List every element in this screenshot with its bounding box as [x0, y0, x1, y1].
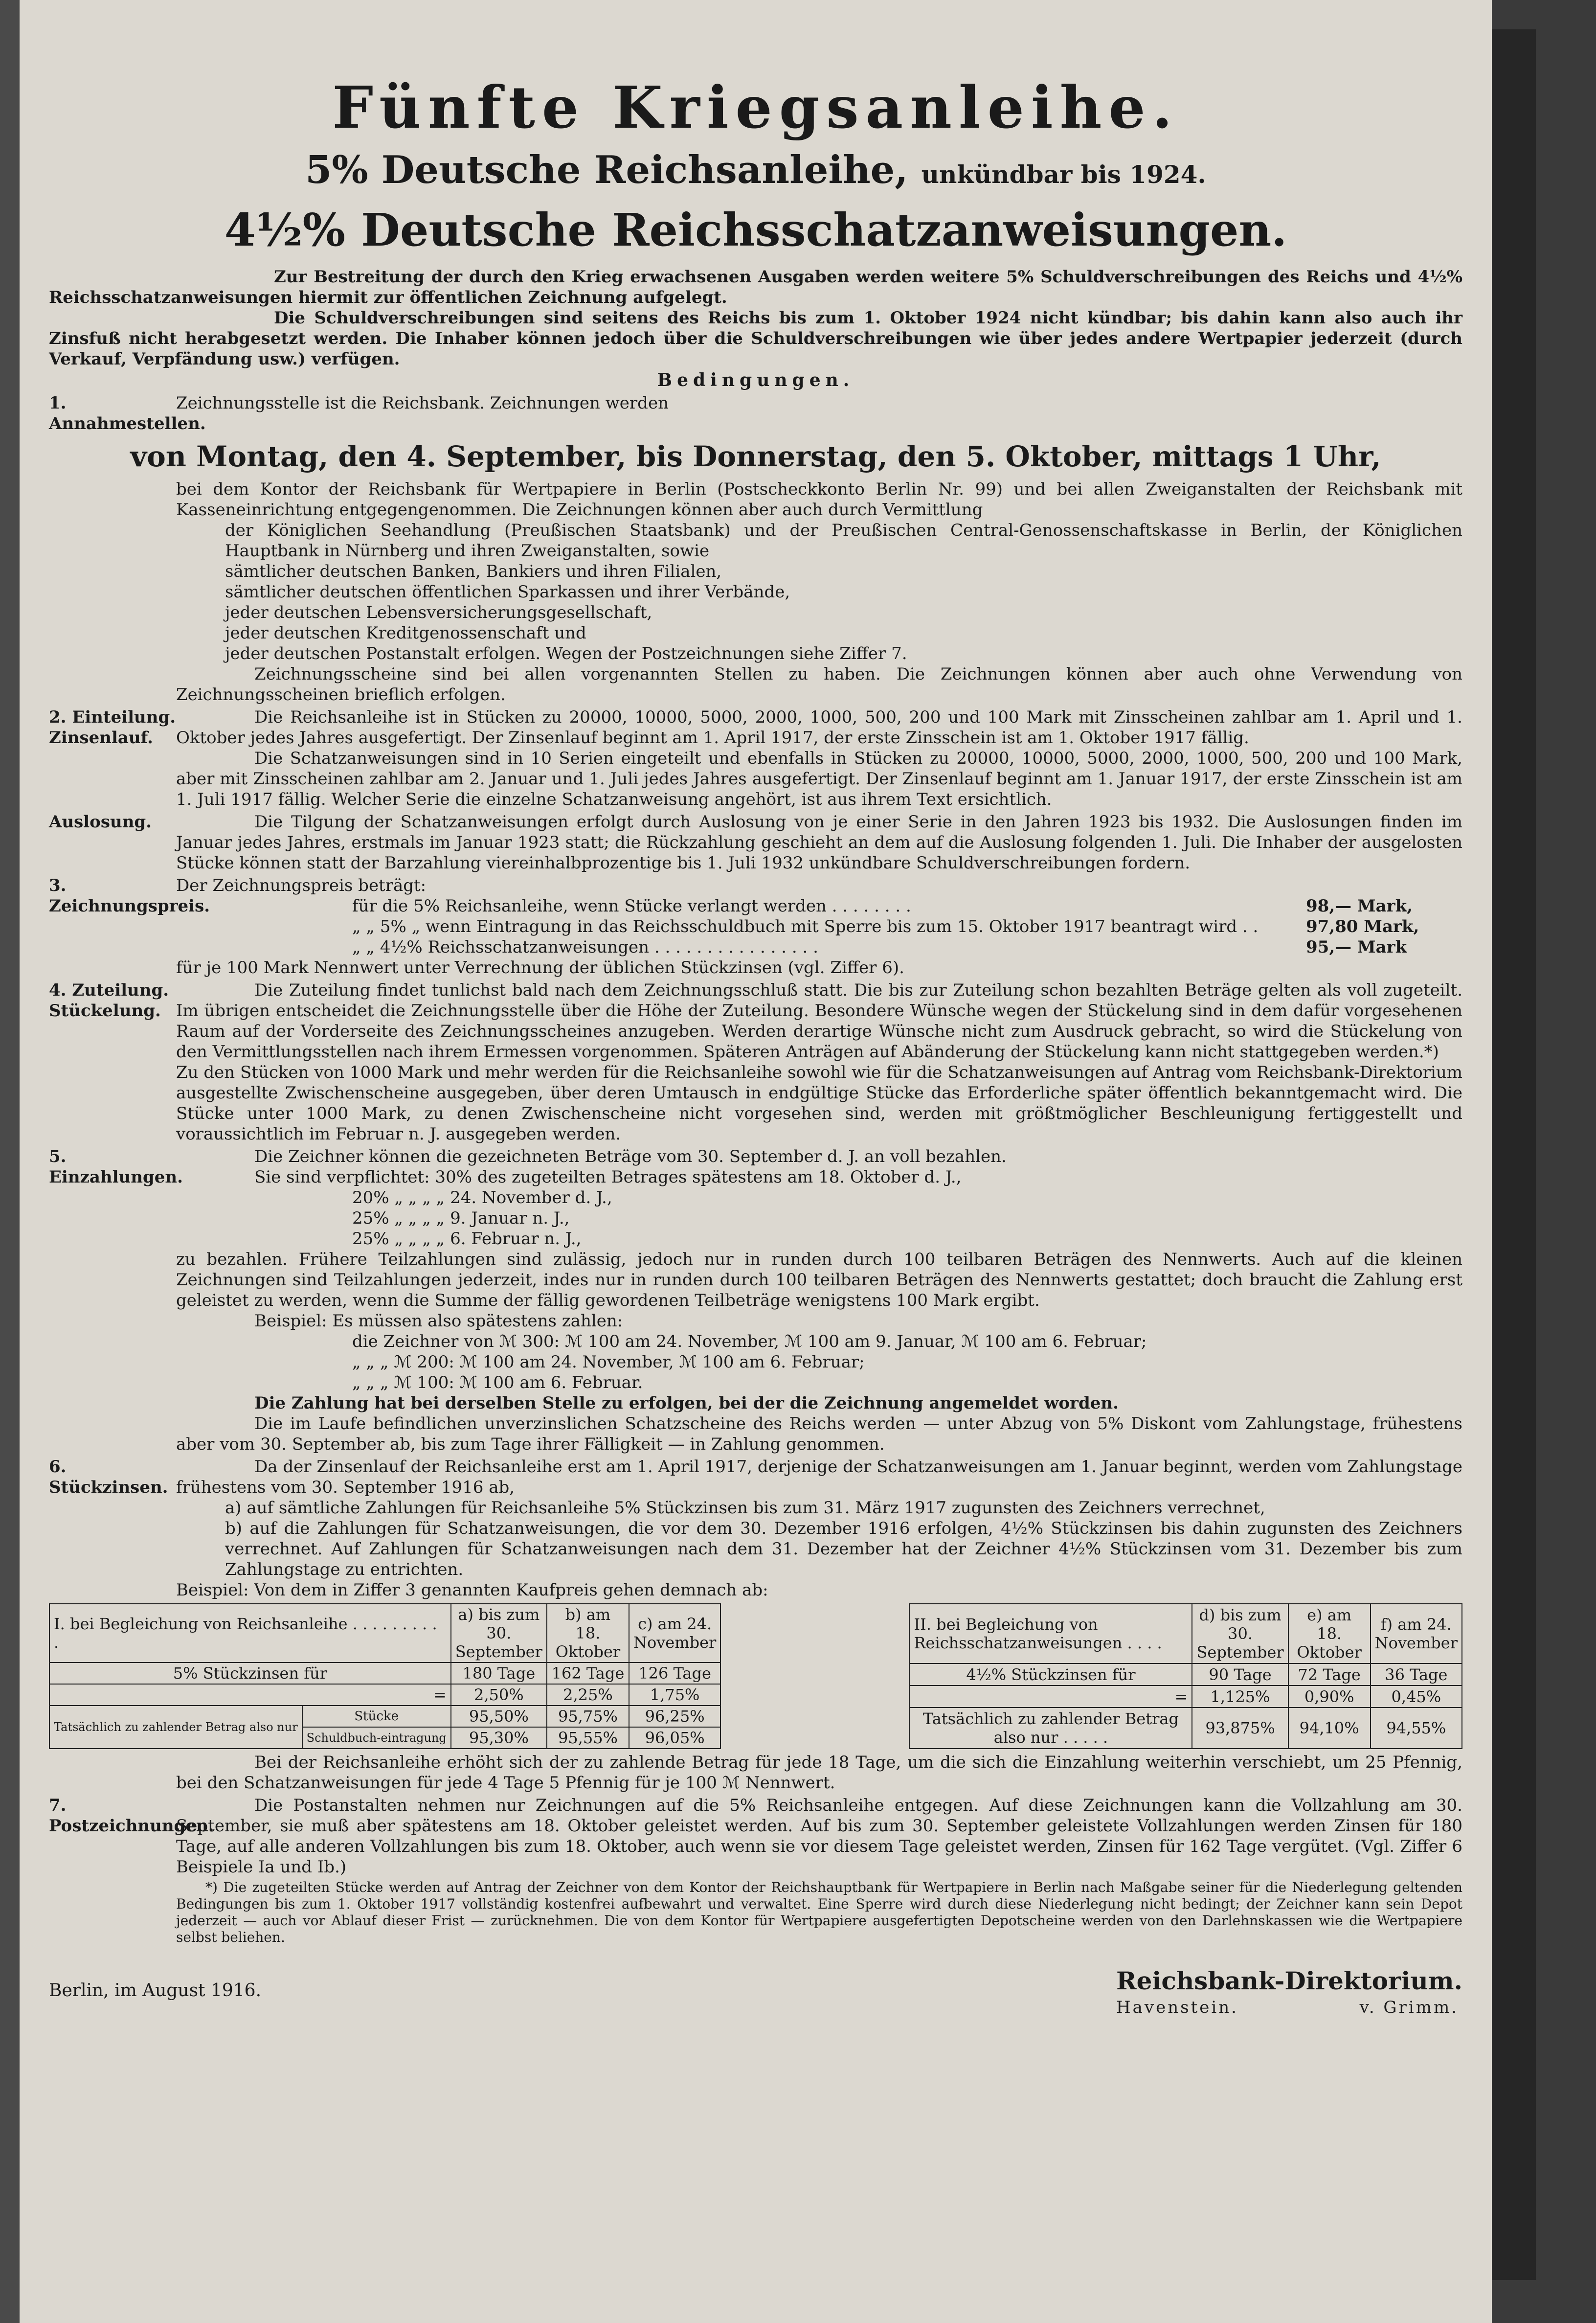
- section-body: [176, 479, 1462, 705]
- section-label-spacer: [49, 1879, 176, 1946]
- list-item: der Königlichen Seehandlung (Preußischen Staatsbank) und der Preußischen Central-Genossenschaftskasse in Berlin, der Königlichen Hauptbank in Nürnberg und ihren Zweiganstalten, sowie: [225, 521, 1462, 561]
- table-cell: II. bei Begleichung von Reichsschatzanweisungen . . . .: [909, 1604, 1192, 1663]
- table-cell: 95,30%: [451, 1727, 547, 1749]
- price-row-value: 97,80 Mark,: [1306, 917, 1419, 936]
- table-cell: c) am 24. November: [629, 1604, 720, 1663]
- list-item: jeder deutschen Kreditgenossenschaft und: [225, 623, 586, 643]
- table-cell: 0,45%: [1371, 1685, 1462, 1708]
- table-schatzanweisungen: [909, 1603, 1462, 1749]
- document-page: [20, 0, 1492, 2323]
- section-label: 7. Postzeichnungen.: [49, 1796, 214, 1836]
- section-label-spacer: [49, 1752, 176, 1793]
- section-paragraph: Beispiel: Es müssen also spätestens zahlen:: [254, 1311, 623, 1331]
- example-tables: [49, 1603, 1462, 1749]
- section-paragraph: Zeichnungsstelle ist die Reichsbank. Zeichnungen werden: [176, 393, 669, 413]
- signatory-name: v. Grimm.: [1359, 1998, 1459, 2017]
- list-item: jeder deutschen Lebensversicherungsgesellschaft,: [225, 603, 652, 622]
- section-paragraph: bei dem Kontor der Reichsbank für Wertpapiere in Berlin (Postscheckkonto Berlin Nr. 99) und bei allen Zweiganstalten der Reichsbank mit Kasseneinrichtung entgegengenommen. Die Zeichnungen können aber auch durch Vermittlung: [176, 479, 1462, 520]
- table-row: [909, 1604, 1462, 1663]
- section-body: [176, 1879, 1462, 1946]
- intro-paragraph: Die Schuldverschreibungen sind seitens des Reichs bis zum 1. Oktober 1924 nicht kündbar; bis dahin kann also auch ihr Zinsfuß nicht herabgesetzt werden. Die Inhaber können jedoch über die Schuldverschreibungen wie über jedes andere Wertpapier jederzeit (durch Verkauf, Verpfändung usw.) verfügen.: [49, 308, 1462, 369]
- table-cell: 1,125%: [1192, 1685, 1288, 1708]
- rate-line: 25% „ „ „ „ 9. Januar n. J.,: [352, 1208, 570, 1228]
- example-line: die Zeichner von ℳ 300: ℳ 100 am 24. November, ℳ 100 am 9. Januar, ℳ 100 am 6. Februar;: [352, 1332, 1147, 1351]
- intro-section: [49, 267, 1462, 369]
- table-cell: d) bis zum 30. September: [1192, 1604, 1288, 1663]
- table-cell: 36 Tage: [1371, 1663, 1462, 1685]
- table-cell: Tatsächlich zu zahlender Betrag also nur: [49, 1706, 302, 1749]
- section-label: 1. Annahmestellen.: [49, 393, 206, 433]
- section-label: 4. Zuteilung. Stückelung.: [49, 980, 169, 1021]
- subscription-period: von Montag, den 4. September, bis Donnerstag, den 5. Oktober, mittags 1 Uhr,: [130, 440, 1381, 473]
- table-cell: 94,10%: [1288, 1708, 1371, 1749]
- example-line: „ „ „ ℳ 100: ℳ 100 am 6. Februar.: [352, 1373, 643, 1392]
- section-zeichnungspreis: [49, 875, 1462, 978]
- table-row: [49, 1706, 720, 1727]
- section-label-spacer: [49, 479, 176, 705]
- table-cell: 5% Stückzinsen für: [49, 1663, 451, 1684]
- table-cell: Stücke: [302, 1706, 451, 1727]
- price-row-text: „ „ 4½% Reichsschatzanweisungen . . . . . . . . . . . . . . . .: [352, 937, 818, 957]
- section-body: [176, 1795, 1462, 1877]
- conditions-heading: Bedingungen.: [657, 370, 854, 390]
- table-cell: 0,90%: [1288, 1685, 1371, 1708]
- place-date: Berlin, im August 1916.: [49, 1981, 262, 2001]
- example-line: „ „ „ ℳ 200: ℳ 100 am 24. November, ℳ 100 am 6. Februar;: [352, 1352, 865, 1372]
- table-cell: 94,55%: [1371, 1708, 1462, 1749]
- section-annahmestellen-cont: [49, 479, 1462, 705]
- price-row: [176, 916, 1462, 937]
- section-body: [176, 1146, 1462, 1455]
- table-cell: =: [909, 1685, 1192, 1708]
- section-paragraph: Die Zuteilung findet tunlichst bald nach dem Zeichnungsschluß statt. Die bis zur Zuteilung schon bezahlten Beträge gelten als voll zugeteilt. Im übrigen entscheidet die Zeichnungsstelle über die Höhe der Zuteilung. Besondere Wünsche wegen der Stückelung sind in dem dafür vorgesehenen Raum auf der Vorderseite des Zeichnungsscheines anzugeben. Werden derartige Wünsche nicht zum Ausdruck gebracht, so wird die Stückelung von den Vermittlungsstellen nach ihrem Ermessen vorgenommen. Späteren Anträgen auf Abänderung der Stückelung kann nicht stattgegeben werden.*): [176, 980, 1462, 1062]
- section-paragraph: für je 100 Mark Nennwert unter Verrechnung der üblichen Stückzinsen (vgl. Ziffer 6).: [176, 958, 904, 978]
- section-paragraph: Die Schatzanweisungen sind in 10 Serien eingeteilt und ebenfalls in Stücken zu 20000, 10000, 5000, 2000, 1000, 500, 200 und 100 Mark, aber mit Zinsscheinen zahlbar am 2. Januar und 1. Juli jedes Jahres ausgefertigt. Der Zinsenlauf beginnt am 1. Januar 1917, der erste Zinsschein ist am 1. Juli 1917 fällig. Welcher Serie die einzelne Schatzanweisung angehört, ist aus ihrem Text ersichtlich.: [176, 749, 1462, 809]
- price-row-value: 95,— Mark: [1306, 937, 1407, 957]
- table-cell: f) am 24. November: [1371, 1604, 1462, 1663]
- document-content: [49, 73, 1462, 2018]
- list-item: a) auf sämtliche Zahlungen für Reichsanleihe 5% Stückzinsen bis zum 31. März 1917 zugunsten des Zeichners verrechnet,: [225, 1498, 1265, 1518]
- section-postzeichnungen: [49, 1795, 1462, 1877]
- table-cell: 72 Tage: [1288, 1663, 1371, 1685]
- section-paragraph: Beispiel: Von dem in Ziffer 3 genannten Kaufpreis gehen demnach ab:: [176, 1580, 768, 1600]
- signature-row: [49, 1965, 1462, 2018]
- table-cell: 2,50%: [451, 1684, 547, 1706]
- table-cell: 95,75%: [547, 1706, 629, 1727]
- section-paragraph: Sie sind verpflichtet: 30% des zugeteilten Betrages spätestens am 18. Oktober d. J.,: [254, 1167, 962, 1187]
- section-body: [176, 875, 1462, 978]
- subtitle-reichsanleihe-main: 5% Deutsche Reichsanleihe,: [305, 148, 908, 192]
- subtitle-schatzanweisungen: 4½% Deutsche Reichsschatzanweisungen.: [224, 204, 1287, 256]
- footnote-block: [49, 1879, 1462, 1946]
- table-cell: 180 Tage: [451, 1663, 547, 1684]
- table-row: [49, 1684, 720, 1706]
- rate-line: 20% „ „ „ „ 24. November d. J.,: [352, 1188, 612, 1207]
- section-body: [176, 707, 1462, 810]
- table-row: [909, 1708, 1462, 1749]
- section-paragraph: Die Postanstalten nehmen nur Zeichnungen auf die 5% Reichsanleihe entgegen. Auf diese Zeichnungen kann die Vollzahlung am 30. September, sie muß aber spätestens am 18. Oktober geleistet werden. Auf bis zum 30. September geleistete Vollzahlungen werden Zinsen für 180 Tage, auf alle anderen Vollzahlungen bis zum 18. Oktober, auch wenn sie vor diesem Tage geleistet werden, Zinsen für 162 Tage vergütet. (Vgl. Ziffer 6 Beispiele Ia und Ib.): [176, 1796, 1462, 1877]
- table-cell: 95,55%: [547, 1727, 629, 1749]
- section-paragraph: Bei der Reichsanleihe erhöht sich der zu zahlende Betrag für jede 18 Tage, um die sich die Einzahlung weiterhin verschiebt, um 25 Pfennig, bei den Schatzanweisungen für jede 4 Tage 5 Pfennig für je 100 ℳ Nennwert.: [176, 1753, 1462, 1793]
- section-stueckzinsen-cont: [49, 1752, 1462, 1793]
- section-paragraph: Die Tilgung der Schatzanweisungen erfolgt durch Auslosung von je einer Serie in den Jahren 1923 bis 1932. Die Auslosungen finden im Januar jedes Jahres, erstmals im Januar 1923 statt; die Rückzahlung geschieht an dem auf die Auslosung folgenden 1. Juli. Die Inhaber der ausgelosten Stücke können statt der Barzahlung viereinhalbprozentige bis 1. Juli 1932 unkündbare Schuldverschreibungen fordern.: [176, 812, 1462, 873]
- section-paragraph: Da der Zinsenlauf der Reichsanleihe erst am 1. April 1917, derjenige der Schatzanweisungen am 1. Januar beginnt, werden vom Zahlungstage frühestens vom 30. September 1916 ab,: [176, 1457, 1462, 1497]
- table-cell: =: [49, 1684, 451, 1706]
- price-row-value: 98,— Mark,: [1306, 896, 1413, 916]
- table-row: [909, 1685, 1462, 1708]
- list-item: b) auf die Zahlungen für Schatzanweisungen, die vor dem 30. Dezember 1916 erfolgen, 4½% Stückzinsen bis dahin zugunsten des Zeichners verrechnet. Auf Zahlungen für Schatzanweisungen nach dem 31. Dezember hat der Zeichner 4½% Stückzinsen vom 31. Dezember bis zum Zahlungstage zu entrichten.: [225, 1519, 1462, 1579]
- subtitle-reichsanleihe-note: unkündbar bis 1924.: [921, 160, 1206, 189]
- section-annahmestellen: [49, 393, 1462, 434]
- section-paragraph: Zeichnungsscheine sind bei allen vorgenannten Stellen zu haben. Die Zeichnungen können aber auch ohne Verwendung von Zeichnungsscheinen brieflich erfolgen.: [176, 664, 1462, 705]
- list-item: jeder deutschen Postanstalt erfolgen. Wegen der Postzeichnungen siehe Ziffer 7.: [225, 644, 907, 663]
- rate-line: 25% „ „ „ „ 6. Februar n. J.,: [352, 1229, 582, 1249]
- section-label: Auslosung.: [49, 812, 152, 832]
- table-cell: 95,50%: [451, 1706, 547, 1727]
- table-cell: 96,25%: [629, 1706, 720, 1727]
- section-paragraph: Der Zeichnungspreis beträgt:: [176, 876, 427, 895]
- table-row: [49, 1604, 720, 1663]
- signature-block: [1116, 1965, 1462, 2018]
- signature-authority: Reichsbank-Direktorium.: [1116, 1966, 1462, 1995]
- table-row: [49, 1663, 720, 1684]
- section-zuteilung: [49, 980, 1462, 1144]
- section-paragraph: Die im Laufe befindlichen unverzinslichen Schatzscheine des Reichs werden — unter Abzug von 5% Diskont vom Zahlungstage, frühestens aber vom 30. September ab, bis zum Tage ihrer Fälligkeit — in Zahlung genommen.: [176, 1414, 1462, 1454]
- table-reichsanleihe: [49, 1603, 721, 1749]
- table-row: [909, 1663, 1462, 1685]
- footnote: *) Die zugeteilten Stücke werden auf Antrag der Zeichner von dem Kontor der Reichshauptbank für Wertpapiere in Berlin nach Maßgabe seiner für die Niederlegung geltenden Bedingungen bis zum 1. Oktober 1917 vollständig kostenfrei aufbewahrt und verwaltet. Eine Sperre wird durch diese Niederlegung nicht bedingt; der Zeichner kann sein Depot jederzeit — auch vor Ablauf dieser Frist — zurücknehmen. Die von dem Kontor für Wertpapiere ausgefertigten Depotscheine werden von den Darlehnskassen wie die Wertpapiere selbst beliehen.: [176, 1879, 1462, 1945]
- table-cell: 126 Tage: [629, 1663, 720, 1684]
- table-cell: 1,75%: [629, 1684, 720, 1706]
- table-cell: 93,875%: [1192, 1708, 1288, 1749]
- scan-left-margin: [0, 0, 20, 2323]
- section-paragraph: Zu den Stücken von 1000 Mark und mehr werden für die Reichsanleihe sowohl wie für die Schatzanweisungen auf Antrag vom Reichsbank-Direktorium ausgestellte Zwischenscheine ausgegeben, über deren Umtausch in endgültige Stücke das Erforderliche später öffentlich bekanntgemacht wird. Die Stücke unter 1000 Mark, zu denen Zwischenscheine nicht vorgesehen sind, werden mit größtmöglicher Beschleunigung fertiggestellt und voraussichtlich im Februar n. J. ausgegeben werden.: [176, 1063, 1462, 1144]
- signatory-name: Havenstein.: [1116, 1998, 1238, 2017]
- scan-right-edge: [1492, 29, 1536, 2280]
- section-body: [176, 1457, 1462, 1600]
- price-row: [176, 896, 1462, 916]
- signature-names: [1116, 1997, 1459, 2018]
- table-cell: 162 Tage: [547, 1663, 629, 1684]
- section-auslosung: [49, 812, 1462, 873]
- section-paragraph: Die Zahlung hat bei derselben Stelle zu erfolgen, bei der die Zeichnung angemeldet worden.: [254, 1393, 1119, 1413]
- section-label: 6. Stückzinsen.: [49, 1457, 168, 1497]
- table-cell: 90 Tage: [1192, 1663, 1288, 1685]
- section-body: [176, 1752, 1462, 1793]
- price-row: [176, 937, 1462, 957]
- section-body: [176, 393, 1462, 434]
- section-paragraph: zu bezahlen. Frühere Teilzahlungen sind zulässig, jedoch nur in runden durch 100 teilbaren Beträgen des Nennwerts. Auch auf die kleinen Zeichnungen sind Teilzahlungen jederzeit, indes nur in runden durch 100 teilbaren Beträgen des Nennwerts gestattet; doch braucht die Zahlung erst geleistet zu werden, wenn die Summe der fällig gewordenen Teilbeträge wenigstens 100 Mark ergibt.: [176, 1250, 1462, 1310]
- section-stueckzinsen: [49, 1457, 1462, 1600]
- table-cell: Tatsächlich zu zahlender Betrag also nur . . . . .: [909, 1708, 1192, 1749]
- list-item: sämtlicher deutschen öffentlichen Sparkassen und ihrer Verbände,: [225, 582, 790, 602]
- table-cell: 96,05%: [629, 1727, 720, 1749]
- table-cell: Schuldbuch-eintragung: [302, 1727, 451, 1749]
- section-label: 2. Einteilung. Zinsenlauf.: [49, 707, 176, 748]
- section-label: 5. Einzahlungen.: [49, 1147, 183, 1187]
- price-row-text: für die 5% Reichsanleihe, wenn Stücke verlangt werden . . . . . . . .: [352, 896, 911, 916]
- table-cell: e) am 18. Oktober: [1288, 1604, 1371, 1663]
- document-title: Fünfte Kriegsanleihe.: [332, 73, 1179, 141]
- table-cell: a) bis zum 30. September: [451, 1604, 547, 1663]
- intro-paragraph: Zur Bestreitung der durch den Krieg erwachsenen Ausgaben werden weitere 5% Schuldverschreibungen des Reichs und 4½% Reichsschatzanweisungen hiermit zur öffentlichen Zeichnung aufgelegt.: [49, 267, 1462, 307]
- price-row-text: „ „ 5% „ wenn Eintragung in das Reichsschuldbuch mit Sperre bis zum 15. Oktober 1917 beantragt wird . .: [352, 917, 1259, 936]
- table-cell: b) am 18. Oktober: [547, 1604, 629, 1663]
- section-paragraph: Die Reichsanleihe ist in Stücken zu 20000, 10000, 5000, 2000, 1000, 500, 200 und 100 Mark mit Zinsscheinen zahlbar am 1. April und 1. Oktober jedes Jahres ausgefertigt. Der Zinsenlauf beginnt am 1. April 1917, der erste Zinsschein ist am 1. Oktober 1917 fällig.: [176, 707, 1462, 748]
- section-einteilung: [49, 707, 1462, 810]
- table-cell: I. bei Begleichung von Reichsanleihe . . . . . . . . . .: [49, 1604, 451, 1663]
- section-paragraph: Die Zeichner können die gezeichneten Beträge vom 30. September d. J. an voll bezahlen.: [254, 1147, 1007, 1166]
- table-cell: 4½% Stückzinsen für: [909, 1663, 1192, 1685]
- section-body: [176, 812, 1462, 873]
- section-body: [176, 980, 1462, 1144]
- subtitle-reichsanleihe: [49, 147, 1462, 198]
- list-item: sämtlicher deutschen Banken, Bankiers und ihren Filialen,: [225, 562, 722, 581]
- table-cell: 2,25%: [547, 1684, 629, 1706]
- section-label: 3. Zeichnungspreis.: [49, 876, 210, 916]
- section-einzahlungen: [49, 1146, 1462, 1455]
